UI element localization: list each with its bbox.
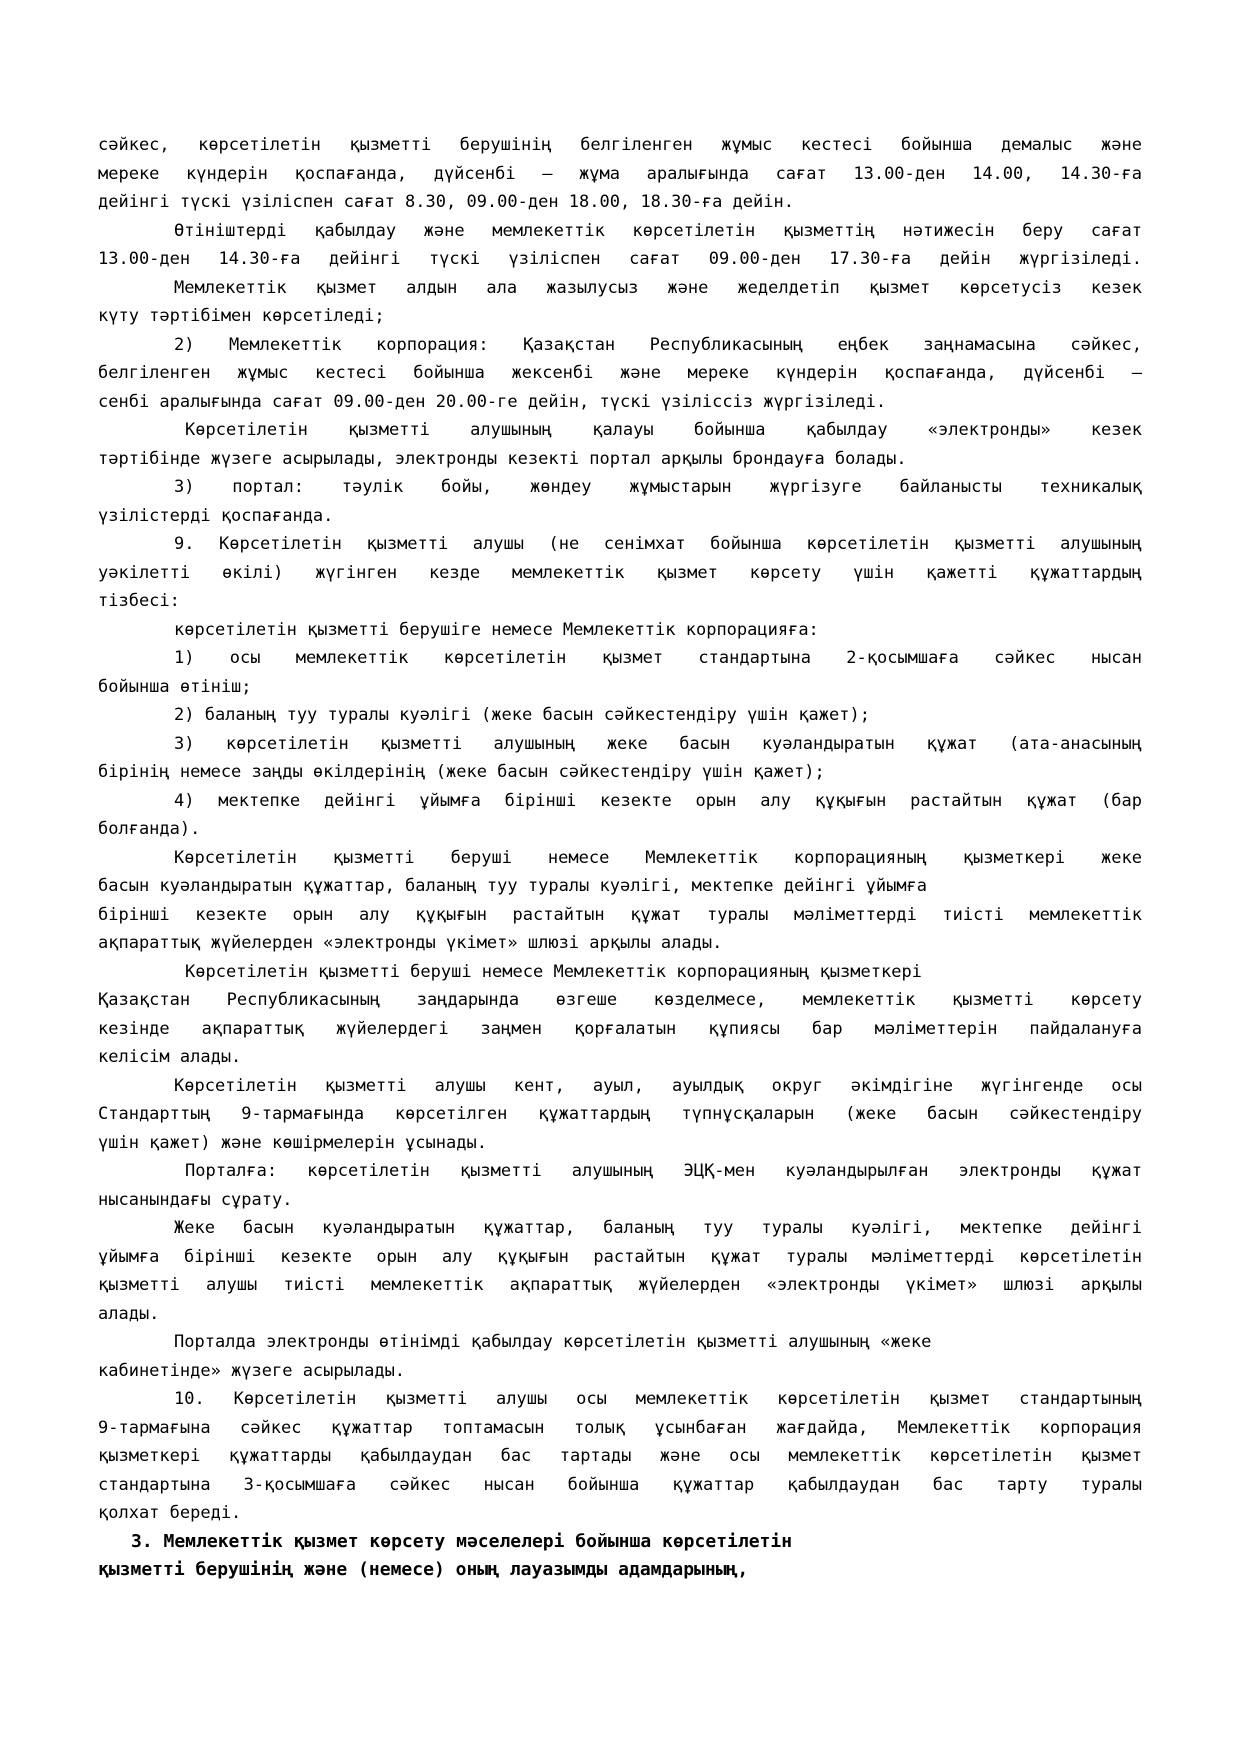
document-line: Порталға: көрсетілетін қызметті алушының ЭЦҚ-мен куәландырылған электронды құжат	[185, 1161, 1142, 1181]
document-line: 3) портал: тәулік бойы, жөндеу жұмыстарын жүргізуге байланысты техникалық	[174, 477, 1142, 497]
document-line: 3) көрсетілетін қызметті алушының жеке басын куәландыратын құжат (ата-анасының	[174, 733, 1142, 754]
document-line: келісім алады.	[98, 1047, 242, 1067]
document-line: сәйкес, көрсетілетін қызметті берушінің белгіленген жұмыс кестесі бойынша демалыс және	[98, 135, 1142, 155]
document-line: мереке күндерін қоспағанда, дүйсенбі – жұма аралығында сағат 13.00-ден 14.00, 14.30-ға	[98, 163, 1142, 184]
document-line: кабинетінде» жүзеге асырылады.	[98, 1360, 406, 1381]
document-line: 9. Көрсетілетін қызметті алушы (не сенімхат бойынша көрсетілетін қызметті алушының	[174, 534, 1142, 554]
document-line: стандартына 3-қосымшаға сәйкес нысан бойынша құжаттар қабылдаудан бас тарту туралы	[98, 1474, 1142, 1495]
document-line: ұйымға бірінші кезекте орын алу құқығын растайтын құжат туралы мәліметтерді көрсетілетін	[98, 1246, 1142, 1267]
document-line: 2) баланың туу туралы куәлігі (жеке басын сәйкестендіру үшін қажет);	[174, 705, 870, 725]
document-line: Жеке басын куәландыратын құжаттар, баланың туу туралы куәлігі, мектепке дейінгі	[174, 1218, 1142, 1238]
document-line: болғанда).	[98, 819, 201, 839]
document-line: дейінгі түскі үзіліспен сағат 8.30, 09.00-ден 18.00, 18.30-ға дейін.	[98, 192, 794, 212]
document-line: басын куәландыратын құжаттар, баланың туу туралы куәлігі, мектепке дейінгі ұйымға	[98, 876, 928, 896]
document-line: 1) осы мемлекеттік көрсетілетін қызмет стандартына 2-қосымшаға сәйкес нысан	[174, 648, 1142, 668]
document-line: ақпараттық жүйелерден «электронды үкімет» шлюзі арқылы алады.	[98, 933, 723, 953]
document-line: 13.00-ден 14.30-ға дейінгі түскі үзіліспен сағат 09.00-ден 17.30-ға дейін жүргізіледі.	[98, 249, 1142, 269]
document-line: кезінде ақпараттық жүйелердегі заңмен қорғалатын құпиясы бар мәліметтерін пайдалануға	[98, 1018, 1142, 1039]
document-line: қолхат береді.	[98, 1503, 242, 1523]
document-line: үзілістерді қоспағанда.	[98, 505, 334, 526]
document-line: нысанындағы сұрату.	[98, 1189, 293, 1210]
document-line: сенбі аралығында сағат 09.00-ден 20.00-ге дейін, түскі үзіліссіз жүргізіледі.	[98, 391, 887, 412]
document-line: 2) Мемлекеттік корпорация: Қазақстан Республикасының еңбек заңнамасына сәйкес,	[174, 334, 1142, 355]
document-line: алады.	[98, 1303, 160, 1324]
document-line: Мемлекеттік қызмет алдын ала жазылусыз және жеделдетіп қызмет көрсетусіз кезек	[174, 277, 1142, 298]
document-line: белгіленген жұмыс кестесі бойынша жексенбі және мереке күндерін қоспағанда, дүйсенбі –	[98, 363, 1142, 383]
document-line: Көрсетілетін қызметті алушының қалауы бойынша қабылдау «электронды» кезек	[185, 420, 1142, 440]
document-line: 4) мектепке дейінгі ұйымға бірінші кезекте орын алу құқығын растайтын құжат (бар	[174, 790, 1142, 811]
document-line: 10. Көрсетілетін қызметті алушы осы мемлекеттік көрсетілетін қызмет стандартының	[174, 1389, 1142, 1409]
document-line: үшін қажет) және көшірмелерін ұсынады.	[98, 1132, 487, 1153]
document-line: күту тәртібімен көрсетіледі;	[98, 306, 385, 326]
document-line: Қазақстан Республикасының заңдарында өзгеше көзделмесе, мемлекеттік қызметті көрсету	[98, 990, 1142, 1010]
document-line: Көрсетілетін қызметті беруші немесе Мемлекеттік корпорацияның қызметкері	[185, 961, 922, 982]
document-line: бойынша өтініш;	[98, 676, 252, 697]
section-heading-line: қызметті берушінің және (немесе) оның лауазымды адамдарының,	[98, 1559, 749, 1580]
document-line: тәртібінде жүзеге асырылады, электронды кезекті портал арқылы брондауға болады.	[98, 448, 907, 469]
document-line: уәкілетті өкілі) жүгінген кезде мемлекеттік қызмет көрсету үшін қажетті құжаттардың	[98, 562, 1142, 583]
document-line: Көрсетілетін қызметті алушы кент, ауыл, ауылдық округ әкімдігіне жүгінгенде осы	[174, 1075, 1142, 1096]
document-line: қызметкері құжаттарды қабылдаудан бас тартады және осы мемлекеттік көрсетілетін қызмет	[98, 1446, 1142, 1466]
document-line: көрсетілетін қызметті берушіге немесе Мемлекеттік корпорацияға:	[174, 619, 819, 640]
document-line: 9-тармағына сәйкес құжаттар топтамасын толық ұсынбаған жағдайда, Мемлекеттік корпорация	[98, 1417, 1142, 1438]
document-line: Стандарттың 9-тармағында көрсетілген құжаттардың түпнұсқаларын (жеке басын сәйкестендіру	[98, 1104, 1142, 1124]
document-line: бірінің немесе заңды өкілдерінің (жеке басын сәйкестендіру үшін қажет);	[98, 762, 825, 782]
section-heading-line: 3. Мемлекеттік қызмет көрсету мәселелері бойынша көрсетілетін	[131, 1530, 793, 1552]
document-line: Порталда электронды өтінімді қабылдау көрсетілетін қызметті алушының «жеке	[174, 1332, 932, 1352]
document-line: Көрсетілетін қызметті беруші немесе Мемлекеттік корпорацияның қызметкері жеке	[174, 847, 1142, 868]
document-line: тізбесі:	[98, 591, 180, 611]
document-line: бірінші кезекте орын алу құқығын растайтын құжат туралы мәліметтерді тиісті мемлекеттік	[98, 904, 1142, 925]
document-line: қызметті алушы тиісті мемлекеттік ақпараттық жүйелерден «электронды үкімет» шлюзі арқылы	[98, 1275, 1142, 1295]
document-line: Өтініштерді қабылдау және мемлекеттік көрсетілетін қызметтің нәтижесін беру сағат	[174, 220, 1142, 241]
document-body	[98, 131, 1142, 1585]
